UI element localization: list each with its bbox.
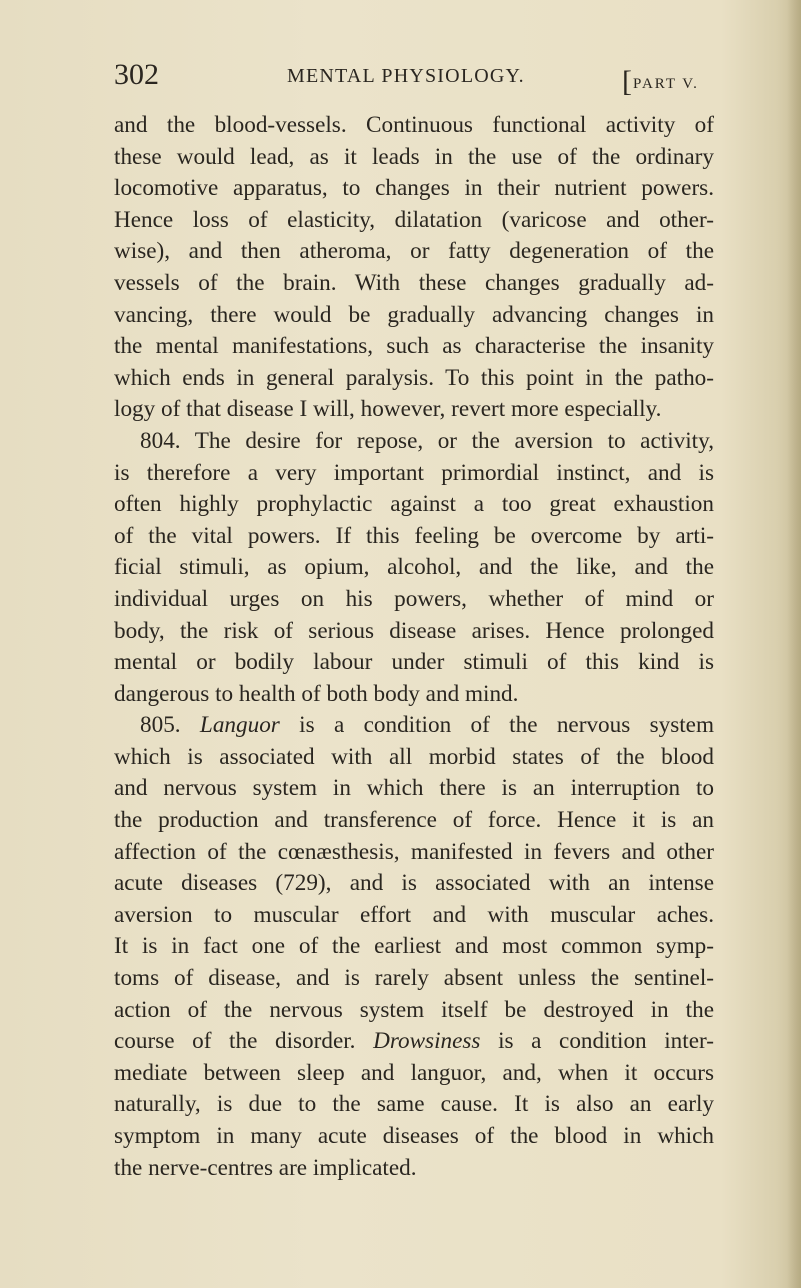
text-segment: mediate between sleep and languor, and, when it occurs [114, 1059, 714, 1086]
text-line [114, 426, 714, 458]
text-line [114, 1058, 714, 1090]
running-title: MENTAL PHYSIOLOGY. [287, 65, 525, 87]
part-bracket: [ [622, 65, 633, 98]
text-line [114, 616, 714, 648]
text-segment: logy of that disease I will, however, revert more especially. [114, 396, 662, 423]
text-segment: individual urges on his powers, whether of mind or [114, 585, 714, 612]
text-segment: toms of disease, and is rarely absent unless the sentinel- [114, 965, 714, 992]
text-segment: 804. The desire for repose, or the aversion to activity, [140, 427, 714, 454]
text-segment: often highly prophylactic against a too great exhaustion [114, 491, 714, 518]
text-line [114, 521, 714, 553]
text-line [114, 805, 714, 837]
italic-term: Languor [199, 712, 280, 739]
text-line [114, 584, 714, 616]
text-segment: and nervous system in which there is an interruption to [114, 775, 714, 802]
text-line [114, 742, 714, 774]
text-segment: affection of the cœnæsthesis, manifested in fevers and other [114, 838, 714, 865]
text-segment: which is associated with all morbid states of the blood [114, 743, 714, 770]
text-line [114, 1089, 714, 1121]
text-line [114, 394, 714, 426]
part-text: PART V. [633, 76, 699, 92]
text-line [114, 710, 714, 742]
page-edge-shadow [787, 0, 801, 1288]
text-segment: It is in fact one of the earliest and most common symp- [114, 933, 714, 960]
text-line [114, 1026, 714, 1058]
text-line [114, 363, 714, 395]
text-segment: locomotive apparatus, to changes in their nutrient powers. [114, 175, 714, 202]
text-segment: is therefore a very important primordial instinct, and is [114, 459, 714, 486]
text-line [114, 331, 714, 363]
text-segment: the mental manifestations, such as characterise the insanity [114, 333, 714, 360]
text-line [114, 300, 714, 332]
text-segment: and the blood-vessels. Continuous functional activity of [114, 112, 714, 138]
text-line [114, 173, 714, 205]
text-segment: which ends in general paralysis. To this point in the patho- [114, 364, 714, 391]
text-segment: the production and transference of force. Hence it is an [114, 807, 714, 834]
running-header [114, 56, 714, 96]
text-segment: aversion to muscular effort and with muscular aches. [114, 901, 714, 928]
text-line [114, 489, 714, 521]
text-line [114, 900, 714, 932]
text-segment: 805. [140, 712, 200, 739]
text-segment: vancing, there would be gradually advancing changes in [114, 301, 714, 328]
text-line [114, 1153, 714, 1185]
text-line [114, 963, 714, 995]
text-line [114, 868, 714, 900]
text-line [114, 236, 714, 268]
text-segment: naturally, is due to the same cause. It is also an early [114, 1091, 714, 1118]
text-segment: acute diseases (729), and is associated with an intense [114, 870, 714, 897]
text-segment: symptom in many acute diseases of the blood in which [114, 1123, 714, 1149]
text-line [114, 110, 714, 142]
text-line [114, 458, 714, 490]
text-line [114, 552, 714, 584]
italic-term: Drowsiness [373, 1028, 481, 1055]
text-segment: wise), and then atheroma, or fatty degeneration of the [114, 238, 714, 265]
text-segment: of the vital powers. If this feeling be overcome by arti- [114, 522, 714, 549]
text-segment: action of the nervous system itself be destroyed in the [114, 996, 714, 1023]
text-segment: body, the risk of serious disease arises. Hence prolonged [114, 617, 714, 644]
text-line [114, 995, 714, 1027]
text-line [114, 1121, 714, 1153]
text-line [114, 773, 714, 805]
text-segment: the nerve-centres are implicated. [114, 1154, 417, 1181]
text-line [114, 679, 714, 711]
text-segment: is a condition of the nervous system [279, 712, 715, 739]
body-text [114, 110, 714, 1184]
text-line [114, 647, 714, 679]
page-number: 302 [114, 58, 159, 91]
text-segment: vessels of the brain. With these changes gradually ad- [114, 269, 714, 296]
text-segment: ficial stimuli, as opium, alcohol, and the like, and the [114, 554, 714, 581]
text-segment: dangerous to health of both body and mind. [114, 680, 519, 707]
text-segment: course of the disorder. [114, 1028, 374, 1055]
text-segment: these would lead, as it leads in the use of the ordinary [114, 143, 714, 170]
text-segment: mental or bodily labour under stimuli of this kind is [114, 649, 714, 676]
part-label [622, 62, 699, 96]
text-line [114, 205, 714, 237]
text-segment: Hence loss of elasticity, dilatation (varicose and other- [114, 206, 714, 233]
text-segment: is a condition inter- [480, 1028, 714, 1055]
text-line [114, 268, 714, 300]
text-line [114, 837, 714, 869]
text-line [114, 142, 714, 174]
text-line [114, 931, 714, 963]
